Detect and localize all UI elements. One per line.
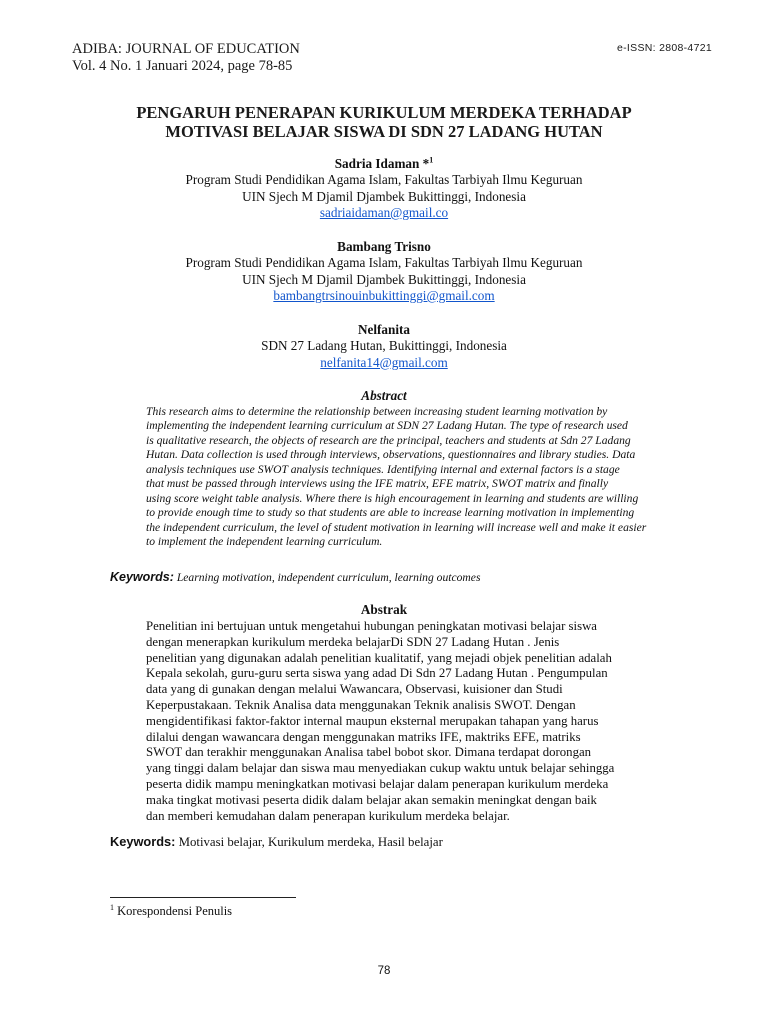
footnote-text: Korespondensi Penulis	[117, 904, 233, 918]
keywords-id	[110, 834, 690, 850]
abstrak-line: maka tingkat motivasi peserta didik dalam belajar akan semakin meningkat dengan baik	[146, 792, 597, 807]
footnote-divider	[110, 897, 296, 898]
author-block-2	[80, 239, 688, 304]
author-name: Nelfanita	[357, 322, 410, 337]
title-line-2: MOTIVASI BELAJAR SISWA DI SDN 27 LADANG HUTAN	[165, 122, 603, 141]
abstract-line: to implement the independent learning curriculum.	[146, 535, 383, 549]
author-block-3	[80, 322, 688, 371]
journal-name: ADIBA: JOURNAL OF EDUCATION	[72, 41, 300, 57]
abstract-body	[146, 405, 676, 550]
abstract-line: that must be passed through interviews using the IFE matrix, EFE matrix, SWOT matrix and finally	[146, 477, 609, 491]
abstrak-line: Penelitian ini bertujuan untuk mengetahui hubungan peningkatan motivasi belajar siswa	[146, 619, 597, 633]
abstrak-heading: Abstrak	[360, 602, 408, 617]
abstrak-line: yang tinggi dalam belajar dan siswa mau menyediakan cukup waktu untuk belajar sehingga	[146, 761, 615, 776]
abstrak-line: dilalui dengan wawancara dengan menggunakan matriks IFE, maktriks EFE, matriks	[146, 729, 581, 744]
keywords-text: Motivasi belajar, Kurikulum merdeka, Hasil belajar	[178, 835, 443, 849]
abstract-line: is qualitative research, the objects of research are the principal, teachers and students at Sdn 27 Ladang	[146, 433, 631, 447]
keywords-en	[110, 570, 690, 584]
author-footnote-mark: 1	[429, 155, 434, 165]
abstrak-line: SWOT dan terakhir menggunakan Analisa tabel bobot skor. Dimana terdapat dorongan	[146, 745, 592, 760]
abstract-line: implementing the independent learning curriculum at SDN 27 Ladang Hutan. The type of research used	[146, 419, 628, 433]
abstrak-line: Kepala sekolah, guru-guru serta siswa yang adad Di Sdn 27 Ladang Hutan . Pengumpulan	[146, 666, 608, 681]
eissn-label: e-ISSN: 2808-4721	[617, 42, 712, 54]
author-block-1	[80, 156, 688, 221]
abstract-line: the independent curriculum, the level of student motivation in learning will increase well and make it easier	[146, 520, 647, 534]
abstract-line: Hutan. Data collection is used through interviews, observations, questionnaires and library studies. Data	[146, 448, 636, 462]
author-affiliation: UIN Sjech M Djamil Djambek Bukittinggi, Indonesia	[242, 271, 526, 287]
abstrak-line: penelitian yang digunakan adalah penelitian kualitatif, yang mejadi objek penelitian adalah	[146, 650, 612, 665]
article-title	[80, 103, 688, 141]
page-number: 78	[377, 965, 391, 977]
journal-header	[72, 41, 300, 75]
keywords-label: Keywords:	[110, 570, 174, 584]
journal-volume: Vol. 4 No. 1 Januari 2024, page 78-85	[72, 58, 293, 74]
author-affiliation: Program Studi Pendidikan Agama Islam, Fakultas Tarbiyah Ilmu Keguruan	[185, 255, 583, 271]
abstract-line: This research aims to determine the relationship between increasing student learning motivation by	[146, 405, 608, 418]
abstrak-line: Keperpustakaan. Teknik Analisa data menggunakan Teknik analisis SWOT. Dengan	[146, 697, 576, 712]
footnote	[110, 904, 232, 919]
abstract-heading: Abstract	[361, 388, 407, 403]
abstract-line: to provide enough time to study so that students are able to increase learning motivation in implementing	[146, 506, 635, 520]
title-line-1: PENGARUH PENERAPAN KURIKULUM MERDEKA TERHADAP	[136, 103, 632, 122]
abstrak-line: dengan menerapkan kurikulum merdeka belajarDi SDN 27 Ladang Hutan . Jenis	[146, 634, 560, 649]
footnote-mark: 1	[110, 902, 114, 912]
author-email-link[interactable]: bambangtrsinouinbukittinggi@gmail.com	[273, 287, 495, 303]
abstrak-line: mengidentifikasi faktor-faktor internal maupun eksternal merupakan tahapan yang harus	[146, 713, 599, 728]
abstrak-line: peserta didik mampu meningkatkan motivasi belajar dalam penerapan kurikulum merdeka	[146, 776, 609, 791]
abstrak-line: data yang di gunakan dengan melalui Wawancara, Observasi, kuisioner dan Studi	[146, 682, 563, 697]
keywords-label: Keywords:	[110, 834, 176, 849]
abstract-line: analysis techniques use SWOT analysis techniques. Identifying internal and external factors is a stage	[146, 462, 620, 476]
author-name: Bambang Trisno	[337, 239, 431, 254]
abstrak-body	[146, 619, 676, 824]
author-affiliation: Program Studi Pendidikan Agama Islam, Fakultas Tarbiyah Ilmu Keguruan	[185, 172, 583, 188]
abstract-line: using score weight table analysis. Where there is high encouragement in learning and students are willing	[146, 491, 639, 505]
author-affiliation: SDN 27 Ladang Hutan, Bukittinggi, Indonesia	[261, 338, 507, 354]
author-email-link[interactable]: sadriaidaman@gmail.co	[319, 204, 449, 220]
author-email-link[interactable]: nelfanita14@gmail.com	[320, 354, 448, 370]
author-name: Sadria Idaman *$^1$	[334, 155, 434, 171]
keywords-text: Learning motivation, independent curriculum, learning outcomes	[176, 571, 481, 584]
abstrak-line: dan memberi kemudahan dalam penerapan kurikulum merdeka belajar.	[146, 808, 510, 823]
author-affiliation: UIN Sjech M Djamil Djambek Bukittinggi, Indonesia	[242, 188, 526, 204]
